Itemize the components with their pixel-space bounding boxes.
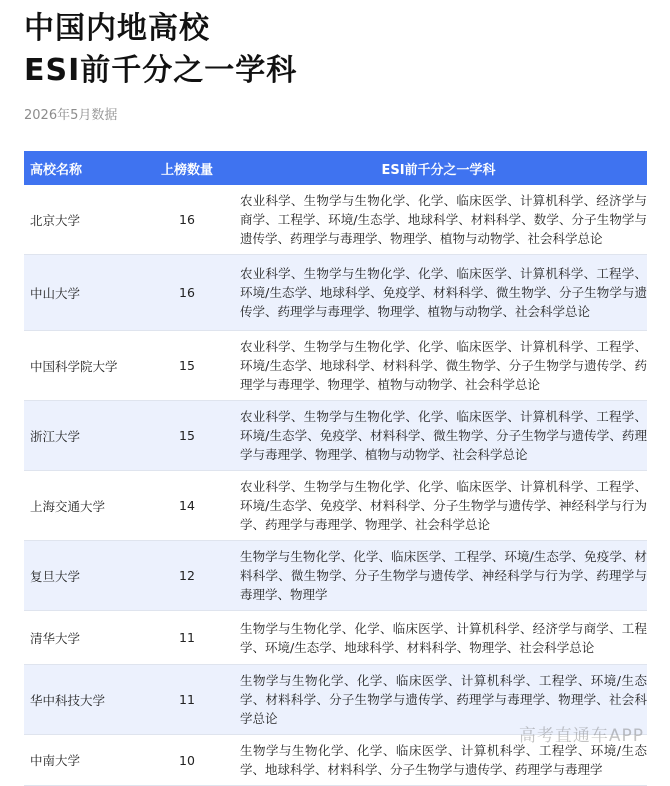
table-row [24, 611, 647, 665]
university-name-cell: 上海交通大学 [30, 498, 106, 514]
count-cell: 10 [179, 752, 195, 768]
count-cell: 11 [144, 665, 230, 735]
count-cell: 12 [144, 541, 230, 611]
university-name-cell: 中南大学 [30, 753, 81, 768]
column-header-count: 上榜数量 [144, 151, 230, 185]
esi-table [24, 151, 647, 786]
table-row [24, 255, 647, 331]
table-row [24, 185, 647, 255]
table-row [24, 331, 647, 401]
data-date-subtitle: 2026年5月数据 [24, 108, 118, 123]
page-title [24, 8, 297, 92]
university-name-cell: 北京大学 [30, 212, 81, 228]
table-row [24, 471, 647, 541]
subjects-cell: 生物学与生物化学、化学、临床医学、计算机科学、工程学、环境/生态学、材料科学、分子生物学与遗传学、药理学与毒理学、物理学、社会科学总论 [230, 665, 647, 735]
university-name-cell: 中国科学院大学 [30, 358, 118, 374]
subjects-cell: 生物学与生物化学、化学、临床医学、工程学、环境/生态学、免疫学、材料科学、微生物学、分子生物学与遗传学、神经科学与行为学、药理学与毒理学、物理学 [230, 541, 647, 611]
count-cell: 11 [179, 630, 195, 645]
table-row [24, 541, 647, 611]
title-line-2: ESI前千分之一学科 [24, 53, 298, 88]
subjects-cell: 农业科学、生物学与生物化学、化学、临床医学、计算机科学、工程学、环境/生态学、免疫学、材料科学、分子生物学与遗传学、神经科学与行为学、药理学与毒理学、物理学、社会科学总论 [240, 479, 647, 532]
count-cell: 14 [179, 498, 195, 513]
subjects-cell: 生物学与生物化学、化学、临床医学、计算机科学、经济学与商学、工程学、环境/生态学、地球科学、材料科学、物理学、社会科学总论 [240, 620, 647, 655]
count-cell: 16 [144, 255, 230, 331]
university-name-cell: 复旦大学 [24, 541, 144, 611]
subjects-cell: 农业科学、生物学与生物化学、化学、临床医学、计算机科学、工程学、环境/生态学、免疫学、材料科学、微生物学、分子生物学与遗传学、药理学与毒理学、物理学、植物与动物学、社会科学总论 [230, 401, 647, 471]
university-name-cell: 清华大学 [30, 630, 81, 646]
subjects-cell: 生物学与生物化学、化学、临床医学、计算机科学、工程学、环境/生态学、地球科学、材料科学、分子生物学与遗传学、药理学与毒理学 [240, 743, 647, 777]
watermark: 高考直通车APP [518, 726, 644, 746]
table-row [24, 401, 647, 471]
column-header-subjects: ESI前千分之一学科 [230, 151, 647, 185]
subjects-cell: 农业科学、生物学与生物化学、化学、临床医学、计算机科学、经济学与商学、工程学、环境/生态学、地球科学、材料科学、数学、分子生物学与遗传学、药理学与毒理学、物理学、植物与动物学、社会科学总论 [240, 193, 647, 246]
university-name-cell: 中山大学 [24, 255, 144, 331]
university-name-cell: 华中科技大学 [24, 665, 144, 735]
table-body [24, 185, 647, 786]
table-header-row [24, 151, 647, 185]
count-cell: 15 [179, 358, 195, 373]
column-header-university: 高校名称 [24, 151, 144, 185]
subjects-cell: 农业科学、生物学与生物化学、化学、临床医学、计算机科学、工程学、环境/生态学、地球科学、免疫学、材料科学、微生物学、分子生物学与遗传学、药理学与毒理学、物理学、植物与动物学、社会科学总论 [230, 255, 647, 331]
subjects-cell: 农业科学、生物学与生物化学、化学、临床医学、计算机科学、工程学、环境/生态学、地球科学、材料科学、微生物学、分子生物学与遗传学、药理学与毒理学、物理学、植物与动物学、社会科学总论 [240, 339, 647, 392]
title-line-1: 中国内地高校 [24, 11, 210, 46]
count-cell: 16 [179, 212, 195, 227]
university-name-cell: 浙江大学 [24, 401, 144, 471]
count-cell: 15 [144, 401, 230, 471]
